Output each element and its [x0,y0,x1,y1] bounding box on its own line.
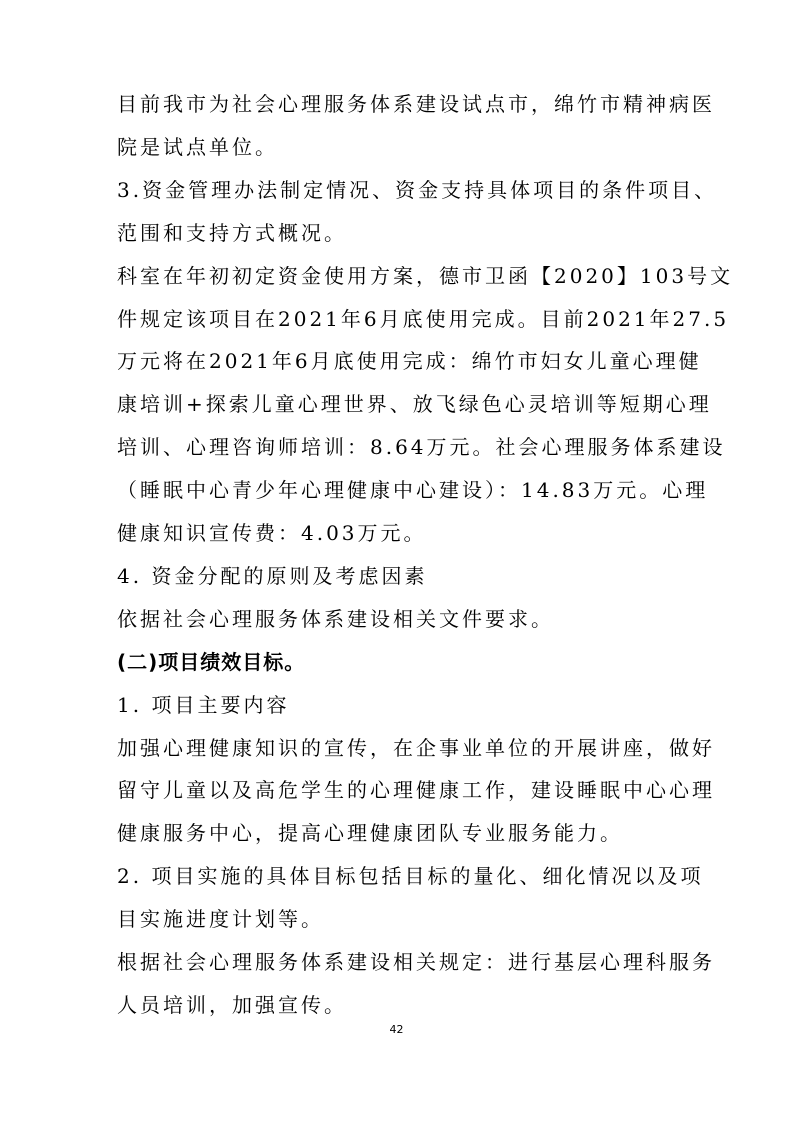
paragraph-line: 人员培训，加强宣传。 [117,993,347,1017]
paragraph-line: （睡眠中心青少年心理健康中心建设）：14.83万元。心理 [117,478,709,502]
paragraph-line: 依据社会心理服务体系建设相关文件要求。 [117,607,554,631]
paragraph-line: 留守儿童以及高危学生的心理健康工作，建设睡眠中心心理 [117,778,715,802]
paragraph-line: 健康知识宣传费：4.03万元。 [117,521,427,545]
section-heading: 2. 项目实施的具体目标包括目标的量化、细化情况以及项 [117,864,704,888]
paragraph-line: 加强心理健康知识的宣传，在企事业单位的开展讲座，做好 [117,736,715,760]
paragraph-line: 健康服务中心，提高心理健康团队专业服务能力。 [117,821,623,845]
page-number: 42 [389,1023,404,1036]
paragraph-line: 万元将在2021年6月底使用完成：绵竹市妇女儿童心理健 [117,349,702,373]
paragraph-line: 范围和支持方式概况。 [117,221,347,245]
paragraph-line: 科室在年初初定资金使用方案，德市卫函【2020】103号文 [117,264,734,288]
paragraph-line: 件规定该项目在2021年6月底使用完成。目前2021年27.5 [117,307,730,331]
paragraph-line: 院是试点单位。 [117,135,278,159]
paragraph-line: 3.资金管理办法制定情况、资金支持具体项目的条件项目、 [117,178,718,202]
paragraph-line: 目实施进度计划等。 [117,907,324,931]
section-title: (二)项目绩效目标。 [117,650,306,674]
section-heading: 4. 资金分配的原则及考虑因素 [117,564,428,588]
paragraph-line: 根据社会心理服务体系建设相关规定：进行基层心理科服务 [117,950,715,974]
paragraph-line: 培训、心理咨询师培训：8.64万元。社会心理服务体系建设 [117,435,726,459]
section-heading: 1. 项目主要内容 [117,693,290,717]
paragraph-line: 目前我市为社会心理服务体系建设试点市，绵竹市精神病医 [117,92,715,116]
paragraph-line: 康培训+探索儿童心理世界、放飞绿色心灵培训等短期心理 [117,392,712,416]
